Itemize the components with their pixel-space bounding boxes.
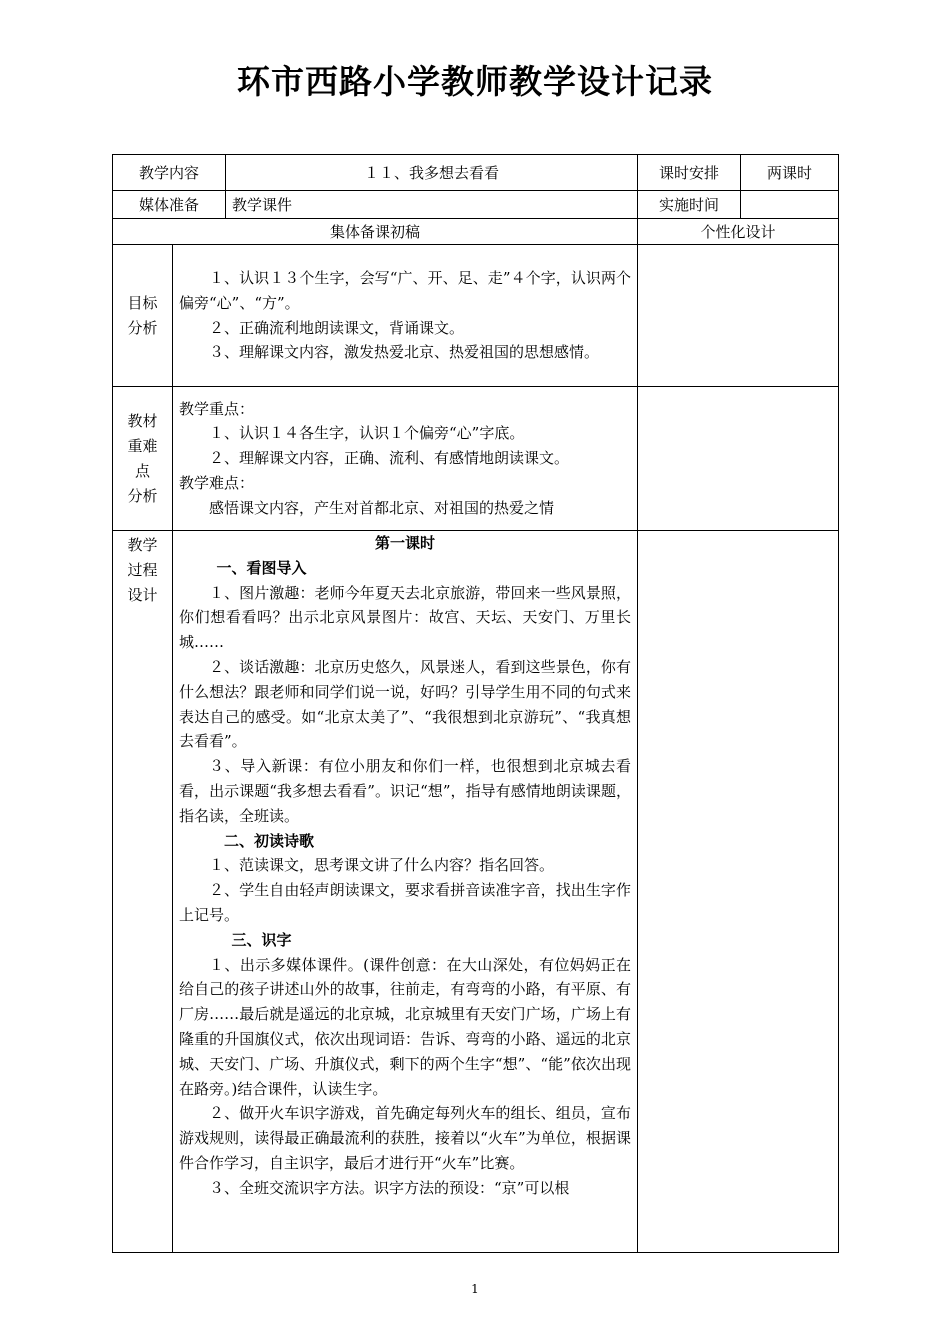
process-paragraph: １、出示多媒体课件。(课件创意：在大山深处，有位妈妈正在给自己的孩子讲述山外的故事，往前走，有弯弯的小路，有平原、有厂房……最后就是遥远的北京城，北京城里有天安门广场，广场上有隆重的升国旗仪式，依次出现词语：告诉、弯弯的小路、遥远的北京城、天安门、广场、升旗仪式，剩下的两个生字“想”、“能”依次出现在路旁。)结合课件，认读生字。: [179, 955, 632, 1098]
process-label: 教学 过程 设计: [113, 531, 173, 1253]
goal-item: １、认识１３个生字，会写“广、开、足、走”４个字，认识两个偏旁“心”、“方”。: [179, 268, 632, 312]
process-paragraph: ３、全班交流识字方法。识字方法的预设：“京”可以根: [209, 1178, 570, 1197]
goal-item: ３、理解课文内容，激发热爱北京、热爱祖国的思想感情。: [209, 343, 600, 362]
page-title: 环市西路小学教师教学设计记录: [237, 62, 713, 101]
goals-personal: [638, 245, 839, 387]
content-value: １１、我多想去看看: [226, 155, 638, 191]
header-row-content: [113, 155, 839, 191]
process-paragraph: １、图片激趣：老师今年夏天去北京旅游，带回来一些风景照，你们想看看吗？出示北京风景图片：故宫、天坛、天安门、万里长城……: [179, 583, 632, 652]
time-label: 实施时间: [638, 191, 741, 219]
key-item: １、认识１４各生字，认识１个偏旁“心”字底。: [209, 424, 525, 443]
key-item: ２、理解课文内容，正确、流利、有感情地朗读课文。: [209, 449, 570, 468]
goal-item: ２、正确流利地朗读课文，背诵课文。: [209, 318, 465, 337]
difficulty-label: 教材 重难 点 分析: [113, 387, 173, 531]
page-number: 1: [471, 1282, 479, 1296]
process-personal: [638, 531, 839, 1253]
process-row: [113, 531, 839, 1253]
media-value: 教学课件: [226, 191, 638, 219]
goals-content: [173, 245, 638, 387]
draft-label: 集体备课初稿: [113, 219, 638, 245]
difficulty-row: [113, 387, 839, 531]
process-content: [173, 531, 638, 1253]
process-paragraph: ２、学生自由轻声朗读课文，要求看拼音读准字音，找出生字作上记号。: [179, 881, 632, 924]
hours-label: 课时安排: [638, 155, 741, 191]
personal-label: 个性化设计: [638, 219, 839, 245]
hours-value: 两课时: [741, 155, 839, 191]
process-paragraph: ２、谈话激趣：北京历史悠久，风景迷人，看到这些景色，你有什么想法？跟老师和同学们说一说，好吗？引导学生用不同的句式来表达自己的感受。如“北京太美了”、“我很想到北京游玩”、“我真想去看看”。: [179, 657, 632, 751]
header-row-media: [113, 191, 839, 219]
time-value: [741, 191, 839, 219]
hard-heading: 教学难点：: [179, 473, 255, 492]
hard-item: 感悟课文内容，产生对首都北京、对祖国的热爱之情: [209, 498, 555, 517]
section-heading: 一、看图导入: [216, 558, 307, 577]
goals-row: [113, 245, 839, 387]
difficulty-personal: [638, 387, 839, 531]
difficulty-content: [173, 387, 638, 531]
lesson-plan-table: [112, 154, 839, 1253]
key-heading: 教学重点：: [179, 399, 255, 418]
content-label: 教学内容: [113, 155, 226, 191]
media-label: 媒体准备: [113, 191, 226, 219]
process-paragraph: １、范读课文，思考课文讲了什么内容？指名回答。: [209, 856, 555, 875]
process-paragraph: ２、做开火车识字游戏，首先确定每列火车的组长、组员，宣布游戏规则，读得最正确最流利的获胜，接着以“火车”为单位，根据课件合作学习，自主识字，最后才进行开“火车”比赛。: [179, 1104, 632, 1172]
section-heading: 三、识字: [231, 930, 292, 949]
goals-label: 目标 分析: [113, 245, 173, 387]
section-heading: 二、初读诗歌: [224, 831, 315, 850]
process-paragraph: ３、导入新课：有位小朋友和你们一样，也很想到北京城去看看，出示课题“我多想去看看”。识记“想”，指导有感情地朗读课题，指名读，全班读。: [179, 757, 632, 825]
section-header-row: [113, 219, 839, 245]
session-title: 第一课时: [375, 534, 436, 552]
